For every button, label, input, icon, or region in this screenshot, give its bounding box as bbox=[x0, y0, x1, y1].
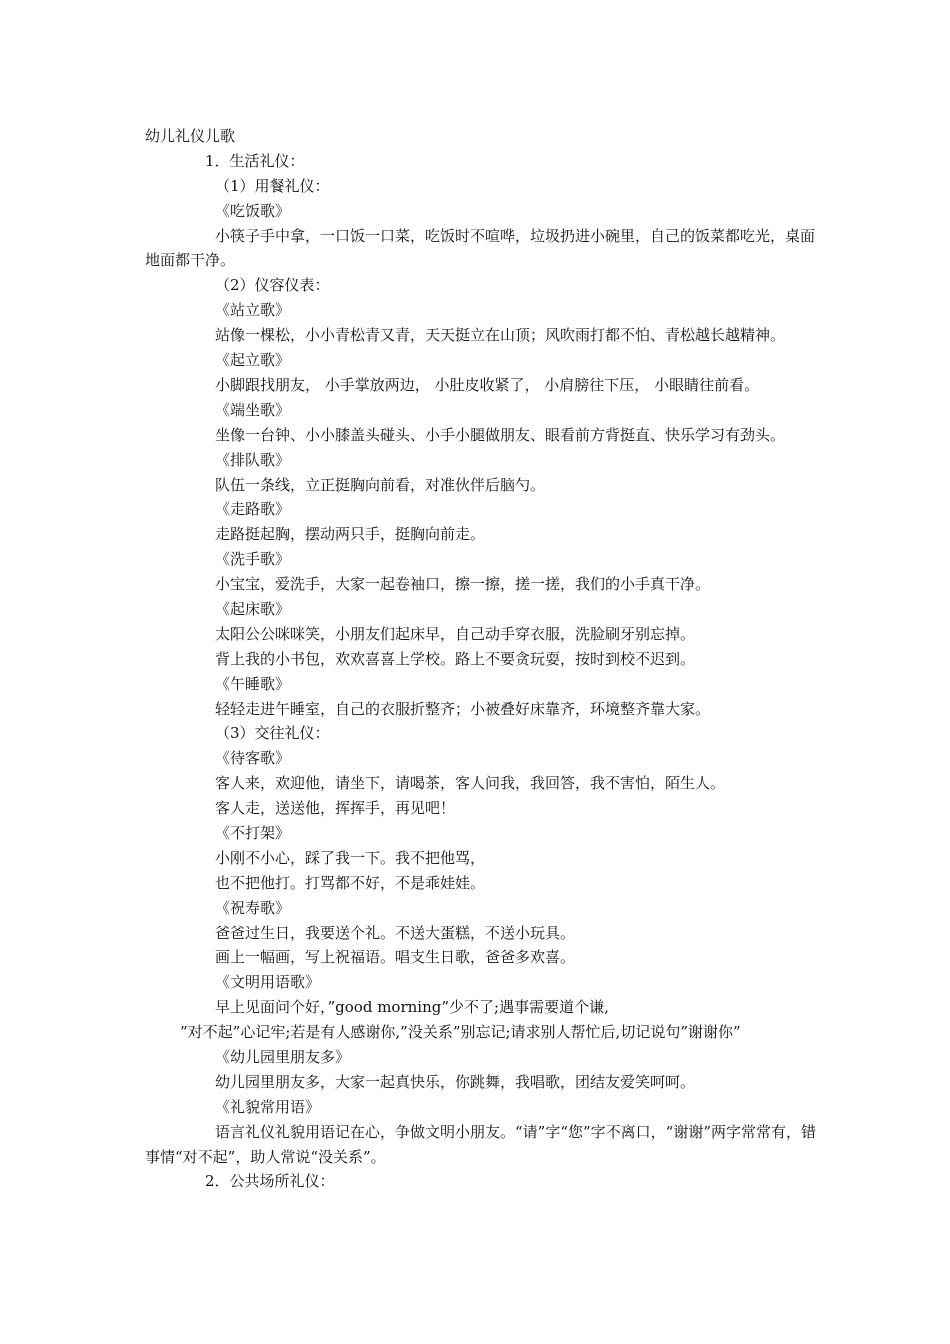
song-text-chifan: 小筷子手中拿，一口饭一口菜，吃饭时不喧哗，垃圾扔进小碗里，自己的饭菜都吃光，桌面地面都干净。 bbox=[145, 226, 816, 270]
subheading-social: （3）交往礼仪： bbox=[215, 724, 330, 743]
document-body bbox=[145, 124, 825, 1194]
song-text-zhanli: 站像一棵松，小小青松青又青，天天挺立在山顶；风吹雨打都不怕、青松越长越精神。 bbox=[215, 326, 786, 345]
subheading-appearance: （2）仪容仪表： bbox=[215, 276, 330, 295]
song-title-wenming: 《文明用语歌》 bbox=[215, 973, 321, 992]
song-title-wushui: 《午睡歌》 bbox=[215, 674, 291, 693]
song-title-budajia: 《不打架》 bbox=[215, 823, 291, 842]
song-title-qili: 《起立歌》 bbox=[215, 351, 291, 370]
song-text-zoulu: 走路挺起胸，摆动两只手，挺胸向前走。 bbox=[215, 525, 486, 544]
song-text-duanzuo: 坐像一台钟、小小膝盖头碰头、小手小腿做朋友、眼看前方背挺直、快乐学习有劲头。 bbox=[215, 425, 786, 444]
song-text-limao: 语言礼仪礼貌用语记在心，争做文明小朋友。“请”字“您”字不离口，“谢谢”两字常常有，错事情“对不起”，助人常说“没关系”。 bbox=[145, 1122, 817, 1166]
song-title-zoulu: 《走路歌》 bbox=[215, 500, 291, 519]
song-title-xishou: 《洗手歌》 bbox=[215, 550, 291, 569]
song-title-zhanli: 《站立歌》 bbox=[215, 301, 291, 320]
song-title-paidui: 《排队歌》 bbox=[215, 450, 291, 469]
song-title-zhushou: 《祝寿歌》 bbox=[215, 898, 291, 917]
song-title-daike: 《待客歌》 bbox=[215, 749, 291, 768]
song-text-qichuang-2: 背上我的小书包，欢欢喜喜上学校。路上不要贪玩耍，按时到校不迟到。 bbox=[215, 649, 696, 668]
song-text-budajia-1: 小刚不小心，踩了我一下。我不把他骂， bbox=[215, 848, 486, 867]
song-title-chifan: 《吃饭歌》 bbox=[215, 201, 291, 220]
song-text-daike-1: 客人来，欢迎他，请坐下，请喝茶，客人问我，我回答，我不害怕，陌生人。 bbox=[215, 774, 726, 793]
song-title-limao: 《礼貌常用语》 bbox=[215, 1097, 321, 1116]
song-text-wenming-1: 早上见面问个好，”good morning”少不了;遇事需要道个谦, bbox=[215, 998, 609, 1017]
doc-title: 幼儿礼仪儿歌 bbox=[145, 127, 236, 145]
section-heading-public: 2．公共场所礼仪： bbox=[205, 1172, 335, 1191]
song-text-zhushou-2: 画上一幅画，写上祝福语。唱支生日歌，爸爸多欢喜。 bbox=[215, 948, 576, 967]
song-text-xishou: 小宝宝，爱洗手，大家一起卷袖口，擦一擦，搓一搓，我们的小手真干净。 bbox=[215, 575, 711, 594]
song-text-paidui: 队伍一条线，立正挺胸向前看，对准伙伴后脑勺。 bbox=[215, 475, 546, 494]
section-heading-life: 1．生活礼仪： bbox=[205, 151, 305, 170]
song-text-qili: 小脚跟找朋友， 小手掌放两边， 小肚皮收紧了， 小肩膀往下压， 小眼睛往前看。 bbox=[215, 375, 760, 394]
song-text-daike-2: 客人走，送送他，挥挥手，再见吧！ bbox=[215, 799, 456, 818]
song-text-wenming-2: ”对不起”心记牢;若是有人感谢你,”没关系”别忘记;请求别人帮忙后,切记说句”谢谢你” bbox=[180, 1023, 741, 1042]
song-text-zhushou-1: 爸爸过生日，我要送个礼。不送大蛋糕，不送小玩具。 bbox=[215, 923, 576, 942]
song-text-youeryuan: 幼儿园里朋友多，大家一起真快乐，你跳舞，我唱歌，团结友爱笑呵呵。 bbox=[215, 1072, 696, 1091]
song-text-wushui: 轻轻走进午睡室，自己的衣服折整齐；小被叠好床靠齐，环境整齐靠大家。 bbox=[215, 699, 711, 718]
song-text-qichuang-1: 太阳公公咪咪笑，小朋友们起床早，自己动手穿衣服，洗脸刷牙别忘掉。 bbox=[215, 624, 696, 643]
subheading-dining: （1）用餐礼仪： bbox=[215, 176, 330, 195]
song-title-qichuang: 《起床歌》 bbox=[215, 599, 291, 618]
song-title-duanzuo: 《端坐歌》 bbox=[215, 400, 291, 419]
song-title-youeryuan: 《幼儿园里朋友多》 bbox=[215, 1048, 351, 1066]
song-text-budajia-2: 也不把他打。打骂都不好，不是乖娃娃。 bbox=[215, 873, 486, 892]
